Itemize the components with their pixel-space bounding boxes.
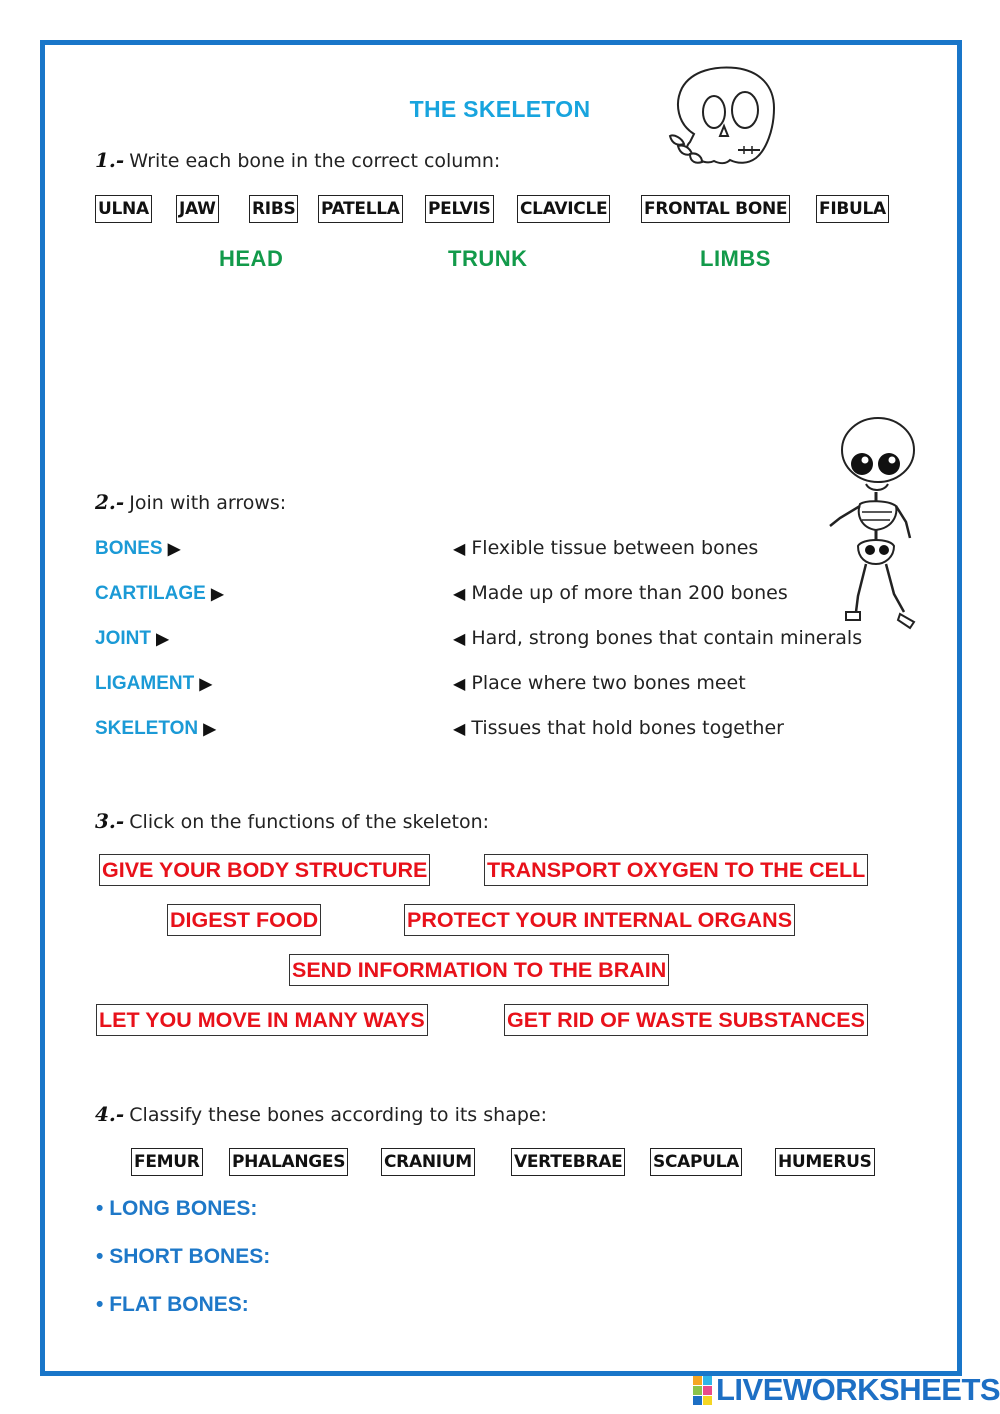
q3-header xyxy=(95,809,489,833)
term-label: SKELETON xyxy=(95,718,199,739)
q4-number: 4.- xyxy=(95,1102,125,1126)
bone-chip[interactable]: FRONTAL BONE xyxy=(641,195,790,223)
shape-bone-chip[interactable]: HUMERUS xyxy=(775,1148,875,1176)
join-term[interactable] xyxy=(95,718,216,740)
q4-instruction: Classify these bones according to its shape: xyxy=(129,1104,547,1126)
column-head-trunk: TRUNK xyxy=(448,246,528,271)
right-arrow-icon: ▶ xyxy=(211,586,224,603)
q1-instruction: Write each bone in the correct column: xyxy=(129,150,501,172)
definition-label: Hard, strong bones that contain minerals xyxy=(471,627,863,649)
drop-zone-limbs[interactable] xyxy=(690,280,820,430)
join-term[interactable] xyxy=(95,583,223,605)
worksheet-title: THE SKELETON xyxy=(409,96,591,122)
q2-number: 2.- xyxy=(95,490,125,514)
join-definition[interactable] xyxy=(453,537,758,559)
shape-bone-chip[interactable]: VERTEBRAE xyxy=(511,1148,625,1176)
liveworksheets-brand[interactable]: LIVEWORKSHEETS xyxy=(716,1372,1000,1407)
category-label: SHORT BONES: xyxy=(109,1245,271,1268)
bone-chip[interactable]: RIBS xyxy=(249,195,298,223)
drop-zone-trunk[interactable] xyxy=(440,280,570,430)
definition-label: Made up of more than 200 bones xyxy=(471,582,788,604)
term-label: LIGAMENT xyxy=(95,673,195,694)
bone-chip[interactable]: FIBULA xyxy=(816,195,889,223)
right-arrow-icon: ▶ xyxy=(203,721,216,738)
column-head-head: HEAD xyxy=(219,246,284,271)
join-definition[interactable] xyxy=(453,672,746,694)
term-label: CARTILAGE xyxy=(95,583,206,604)
q2-header xyxy=(95,490,286,514)
skeleton-illustration xyxy=(826,416,918,630)
liveworksheets-logo-icon xyxy=(693,1376,713,1406)
answer-field-short-bones[interactable] xyxy=(305,1242,890,1274)
bullet-icon: • xyxy=(96,1197,104,1220)
bullet-icon: • xyxy=(96,1245,104,1268)
q3-number: 3.- xyxy=(95,809,125,833)
left-arrow-icon: ◀ xyxy=(453,629,466,648)
bone-chip[interactable]: PELVIS xyxy=(425,195,494,223)
function-option[interactable]: TRANSPORT OXYGEN TO THE CELL xyxy=(484,854,868,886)
q4-header xyxy=(95,1102,547,1126)
bone-chip[interactable]: CLAVICLE xyxy=(517,195,610,223)
drop-zone-head[interactable] xyxy=(210,280,340,430)
left-arrow-icon: ◀ xyxy=(453,539,466,558)
join-definition[interactable] xyxy=(453,582,788,604)
shape-bone-chip[interactable]: CRANIUM xyxy=(381,1148,475,1176)
function-option[interactable]: SEND INFORMATION TO THE BRAIN xyxy=(289,954,669,986)
skull-illustration xyxy=(664,64,780,168)
answer-field-long-bones[interactable] xyxy=(290,1194,890,1226)
term-label: BONES xyxy=(95,538,163,559)
right-arrow-icon: ▶ xyxy=(156,631,169,648)
term-label: JOINT xyxy=(95,628,151,649)
q2-instruction: Join with arrows: xyxy=(129,492,287,514)
join-term[interactable] xyxy=(95,628,169,650)
answer-field-flat-bones[interactable] xyxy=(280,1290,890,1322)
shape-bone-chip[interactable]: FEMUR xyxy=(131,1148,203,1176)
category-label: LONG BONES: xyxy=(109,1197,258,1220)
q3-instruction: Click on the functions of the skeleton: xyxy=(129,811,490,833)
left-arrow-icon: ◀ xyxy=(453,584,466,603)
function-option[interactable]: DIGEST FOOD xyxy=(167,904,321,936)
column-head-limbs: LIMBS xyxy=(700,246,771,271)
shape-bone-chip[interactable]: SCAPULA xyxy=(650,1148,742,1176)
join-term[interactable] xyxy=(95,538,180,560)
definition-label: Place where two bones meet xyxy=(471,672,746,694)
left-arrow-icon: ◀ xyxy=(453,719,466,738)
function-option[interactable]: GET RID OF WASTE SUBSTANCES xyxy=(504,1004,868,1036)
q1-header xyxy=(95,148,500,172)
bone-chip[interactable]: ULNA xyxy=(95,195,152,223)
bullet-icon: • xyxy=(96,1293,104,1316)
category-long-bones xyxy=(96,1197,257,1221)
right-arrow-icon: ▶ xyxy=(167,541,181,558)
left-arrow-icon: ◀ xyxy=(453,674,466,693)
category-flat-bones xyxy=(96,1293,249,1317)
join-term[interactable] xyxy=(95,673,212,695)
q1-number: 1.- xyxy=(95,148,125,172)
bone-chip[interactable]: PATELLA xyxy=(318,195,403,223)
function-option[interactable]: LET YOU MOVE IN MANY WAYS xyxy=(96,1004,428,1036)
definition-label: Tissues that hold bones together xyxy=(471,717,784,739)
definition-label: Flexible tissue between bones xyxy=(471,537,759,559)
right-arrow-icon: ▶ xyxy=(199,676,212,693)
category-label: FLAT BONES: xyxy=(109,1293,249,1316)
function-option[interactable]: PROTECT YOUR INTERNAL ORGANS xyxy=(404,904,795,936)
category-short-bones xyxy=(96,1245,270,1269)
bone-chip[interactable]: JAW xyxy=(176,195,219,223)
join-definition[interactable] xyxy=(453,627,862,649)
join-definition[interactable] xyxy=(453,717,784,739)
shape-bone-chip[interactable]: PHALANGES xyxy=(229,1148,348,1176)
function-option[interactable]: GIVE YOUR BODY STRUCTURE xyxy=(99,854,430,886)
